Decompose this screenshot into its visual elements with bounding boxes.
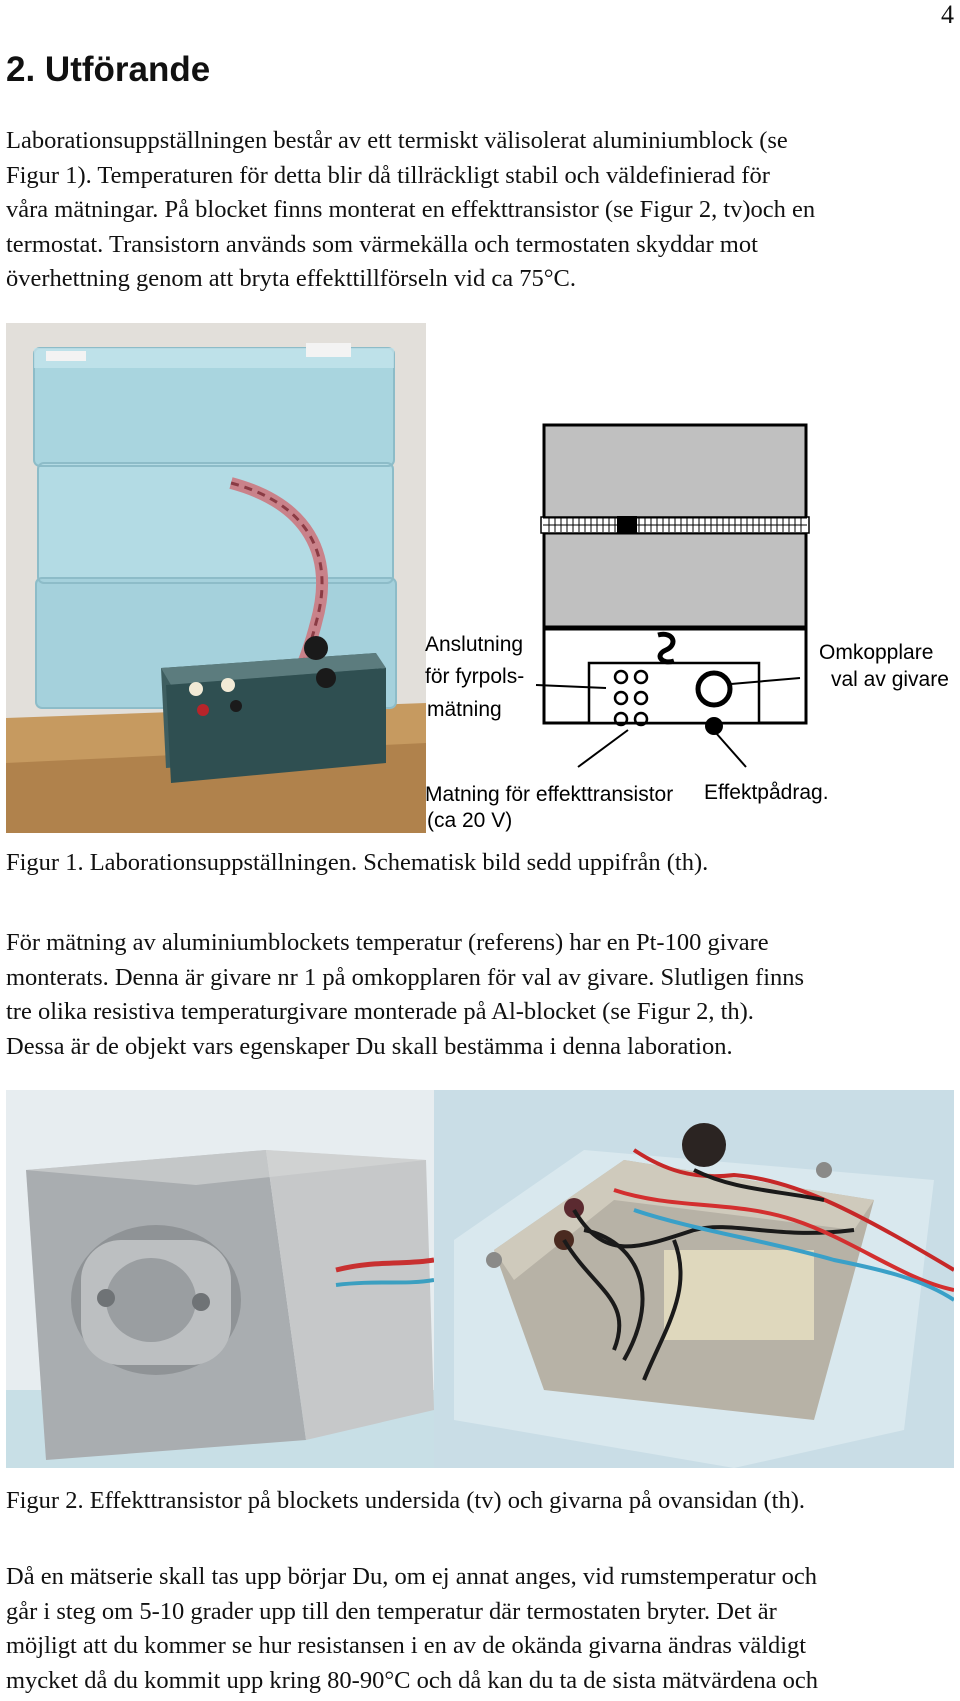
label-matning: mätning: [427, 698, 502, 721]
final-line: går i steg om 5-10 grader upp till den temperatur där termostaten bryter. Det är: [6, 1597, 777, 1625]
intro-line: Figur 1). Temperaturen för detta blir då tillräckligt stabil och väldefinierad för: [6, 161, 770, 189]
middle-line: För mätning av aluminiumblockets temperatur (referens) har en Pt-100 givare: [6, 929, 769, 956]
label-matning-effekttransistor: Matning för effekttransistor: [425, 783, 674, 806]
figure1-schematic: [426, 423, 960, 833]
section-heading: 2. Utförande: [6, 50, 211, 89]
figure1-photo: [6, 323, 426, 833]
label-fyrpols: för fyrpols-: [425, 665, 525, 688]
label-effektpadrag: Effektpådrag.: [704, 781, 829, 804]
label-anslutning: Anslutning: [425, 633, 524, 656]
intro-paragraph: [6, 124, 956, 297]
label-ca-20v: (ca 20 V): [427, 809, 513, 832]
page-number: 4: [941, 0, 954, 29]
intro-line: överhettning genom att bryta effekttillförseln vid ca 75°C.: [6, 265, 576, 292]
figure2-left-photo: [6, 1090, 434, 1468]
figure2-caption: Figur 2. Effekttransistor på blockets undersida (tv) och givarna på ovansidan (th).: [6, 1487, 805, 1514]
middle-line: monterats. Denna är givare nr 1 på omkopplaren för val av givare. Slutligen finns: [6, 963, 805, 991]
middle-line: tre olika resistiva temperaturgivare monterade på Al-blocket (se Figur 2, th).: [6, 998, 754, 1025]
label-val-av-givare: val av givare: [831, 668, 949, 691]
final-line: möjligt att du kommer se hur resistansen i en av de okända givarna ändras väldigt: [6, 1632, 807, 1659]
final-line: mycket då du kommit upp kring 80-90°C och då kan du ta de sista mätvärdena och: [6, 1666, 818, 1694]
figure1-caption: Figur 1. Laborationsuppställningen. Schematisk bild sedd uppifrån (th).: [6, 849, 709, 876]
figure2-right-photo: [434, 1090, 954, 1468]
intro-line: termostat. Transistorn används som värmekälla och termostaten skyddar mot: [6, 230, 758, 258]
intro-line: våra mätningar. På blocket finns monterat en effekttransistor (se Figur 2, tv)och en: [6, 196, 816, 223]
middle-line: Dessa är de objekt vars egenskaper Du skall bestämma i denna laboration.: [6, 1032, 733, 1060]
intro-line: Laborationsuppställningen består av ett termiskt välisolerat aluminiumblock (se: [6, 127, 788, 154]
label-omkopplare: Omkopplare: [819, 641, 934, 664]
middle-paragraph: [6, 926, 956, 1064]
final-paragraph: [6, 1560, 956, 1698]
final-line: Då en mätserie skall tas upp börjar Du, om ej annat anges, vid rumstemperatur och: [6, 1563, 817, 1590]
